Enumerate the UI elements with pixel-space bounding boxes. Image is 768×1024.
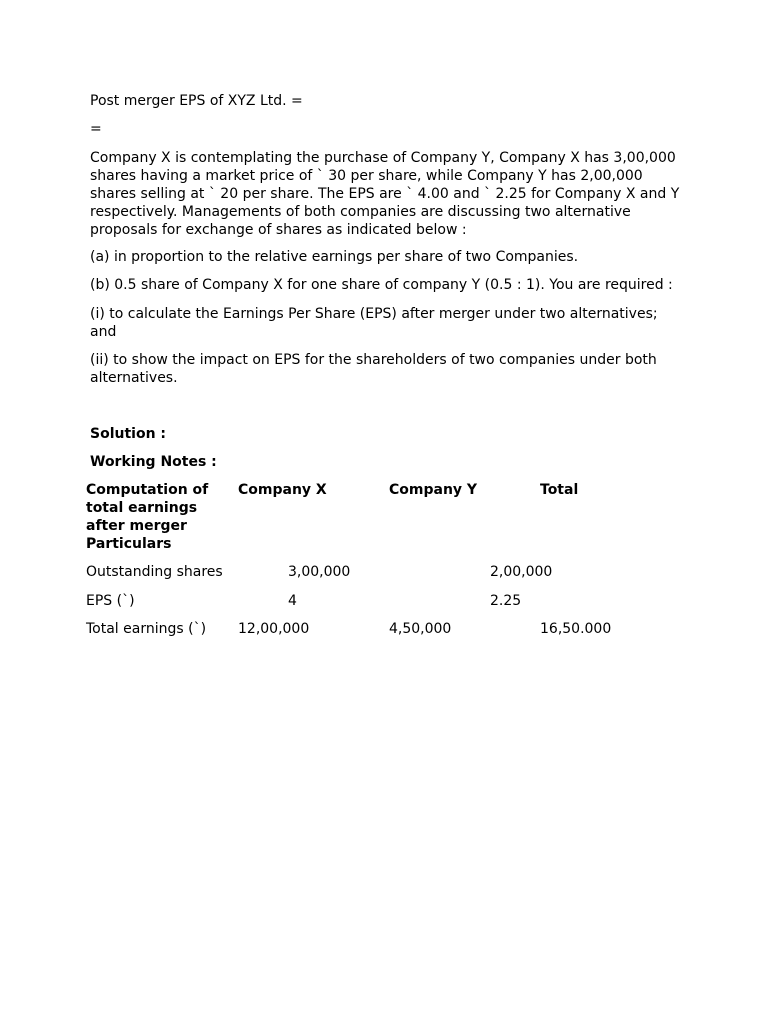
- table-cell-x: 3,00,000: [288, 564, 351, 580]
- table-cell-total: 16,50.000: [540, 621, 612, 637]
- table-header-total: Total: [540, 482, 579, 498]
- option-a: (a) in proportion to the relative earnings per share of two Companies.: [90, 249, 579, 265]
- requirement-i: (i) to calculate the Earnings Per Share (EPS) after merger under two alternatives; and: [90, 306, 658, 340]
- table-row-label: Total earnings (`): [86, 621, 207, 637]
- option-b: (b) 0.5 share of Company X for one share of company Y (0.5 : 1). You are required :: [90, 277, 673, 293]
- question-paragraph: Company X is contemplating the purchase of Company Y, Company X has 3,00,000 shares having a market price of ` 30 per share, while Company Y has 2,00,000 shares selling at ` 20 per share. The EPS are ` 4.00 and ` 2.25 for Company X and Y respectively. Managements of both companies are discussing two alternative proposals for exchange of shares as indicated below :: [90, 150, 680, 238]
- table-row-label: Outstanding shares: [86, 564, 223, 580]
- table-row-label: EPS (`): [86, 593, 135, 609]
- table-header-company-y: Company Y: [389, 482, 478, 498]
- equals-line: =: [90, 121, 102, 137]
- table-cell-y: 2.25: [490, 593, 522, 609]
- requirement-ii: (ii) to show the impact on EPS for the shareholders of two companies under both alternatives.: [90, 352, 657, 386]
- table-cell-x: 4: [288, 593, 297, 609]
- working-notes-heading: Working Notes :: [90, 454, 217, 470]
- table-header-company-x: Company X: [238, 482, 327, 498]
- solution-heading: Solution :: [90, 426, 167, 442]
- table-header-particulars: Computation of total earnings after merger Particulars: [86, 482, 209, 552]
- post-merger-eps-line: Post merger EPS of XYZ Ltd. =: [90, 93, 303, 109]
- table-cell-y: 2,00,000: [490, 564, 553, 580]
- table-cell-x: 12,00,000: [238, 621, 310, 637]
- table-cell-y: 4,50,000: [389, 621, 452, 637]
